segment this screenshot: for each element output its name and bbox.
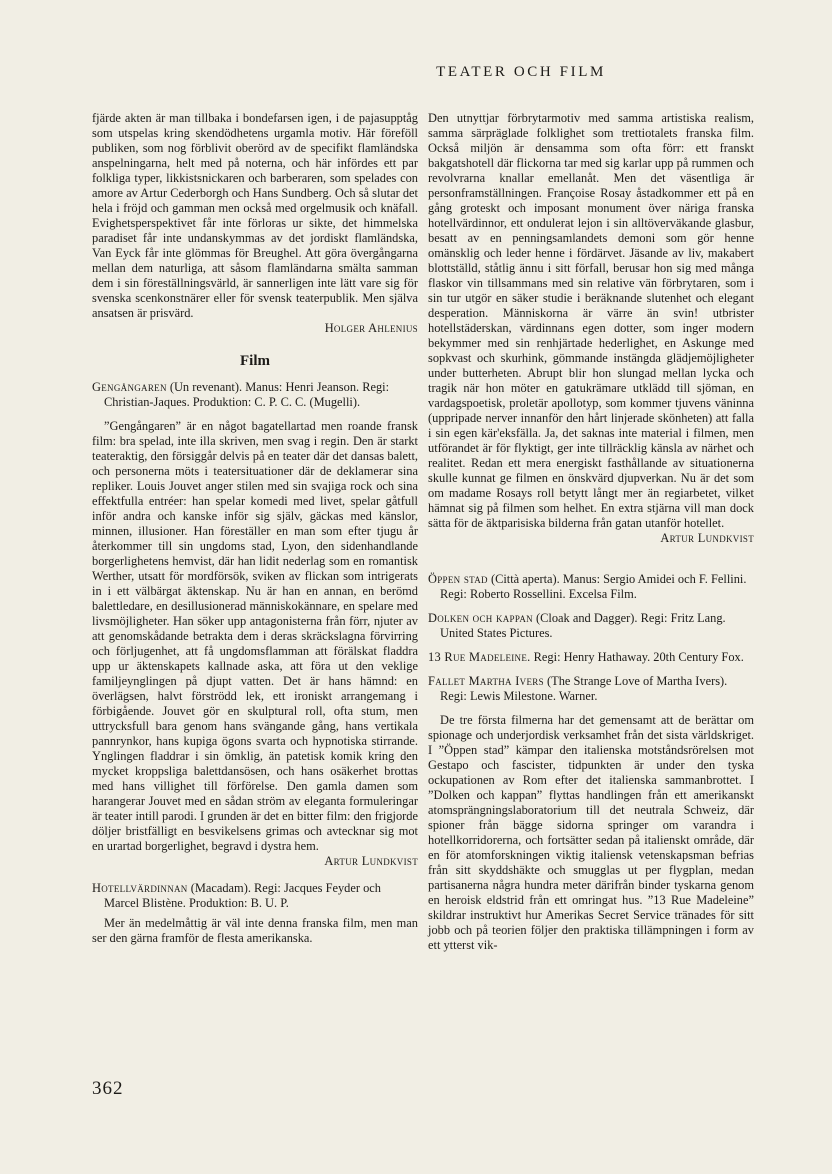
film-title: Gengångaren — [92, 380, 167, 394]
signature — [428, 531, 754, 546]
film-review-gengangaren: ”Gengångaren” är en något bagatellartad men roande fransk film: bra spelad, inte illa skriven, men svag i regin. Den är starkt teateraktig, den försiggår delvis på en teater där det dansas balett, och personerna möts i teatersituationer där de deklamerar sina repliker. Louis Jouvet anger stilen med sin svajiga rock och sina effektfulla entréer: han spelar komedi med livet, spelar gåtfull inför andra och kanske inför sig själv, gäckas med känslor, minnen, illusioner. Han föreställer en man som efter tjugu år återkommer till sin ungdoms stad, Lyon, den sidenhandlande borgerlighetens hemvist, där han lidit nederlag som en romantisk Werther, utsatt för mordförsök, sviken av flickan som intrigerats in i ett välbärgat äktenskap. Nu är han en annan, en berömd balettledare, en desillusionerad människokännare, en spelare med livsmöjligheter. Han söker upp antagonisterna från förr, njuter av att genomskådande betrakta dem i deras skräckslagna förvirring och förljugenhet, att få ungdomsflamman att förälskat fladdra upp ur äktenskapets kallnade aska, att föra ut den veklige familjeynglingen på djupt vatten. Det är hans hämnd: en överlägsen, halvt förströdd lek, ett ironiskt arrangemang i förbigående. Jouvet gör en skulptural roll, ofta stum, men uttrycksfull bara genom hans svängande gång, hans vertikala pannrynkor, hans kupiga ögons svarta och hypnotiska stirrande. Ynglingen fladdrar i sin ömklig, än patetisk komik kring den mycket kroppsliga balettdansösen, och hans osäkerhet brottas med hans villighet till förförelse. Den gamla damen som harangerar Jouvet med en sådan ström av eleganta formuleringar är teater intill parodi. I grunden är det en bitter film: den frigjorde döljer bristfälligt en besvikelsens grimas och avtecknar sig mot en urartad borgerlighet, begravd i dystra hem. — [92, 419, 418, 853]
film-title: 13 Rue Madeleine. — [428, 650, 531, 664]
film-entry-gengangaren — [92, 380, 418, 410]
signature-name: Artur Lundkvist — [660, 531, 754, 545]
film-entry-hotellvardinnan — [92, 881, 418, 911]
film-entry-13-rue-madeleine — [428, 650, 754, 665]
signature-name: Holger Ahlenius — [324, 321, 418, 335]
film-review-spionage: De tre första filmerna har det gemensamt att de berättar om spionage och underjordisk verksamhet från det sista världskriget. I ”Öppen stad” kämpar den italienska motståndsrörelsen mot Gestapo och fascister, tidpunkten är under den tyska ockupationen av Rom efter det italienska sammanbrottet. I ”Dolken och kappan” flyttas handlingen från ett amerikanskt atomsprängningslaboratorium till det neutrala Schweiz, där spioner från bägge sidorna springer om varandra i hotellkorridorerna, och fortsätter sedan på italienskt område, där en för atomforskningen viktig italiensk vetenskapsman befrias från sitt skyddshäkte och smugglas ut per flygplan, medan partisanerna några hundra meter därifrån binder tyskarna genom en heroisk eldstrid från ett omringat hus. ”13 Rue Madeleine” skildrar instruktivt hur Amerikas Secret Service tränades för sitt jobb och på teorien följer den praktiska tillämpningen i form av ett ytterst vik- — [428, 713, 754, 952]
film-title: Hotellvärdinnan — [92, 881, 188, 895]
film-entry-dolken-och-kappan — [428, 611, 754, 641]
film-entry-oppen-stad — [428, 572, 754, 602]
film-review-hotellvardinnan-start: Mer än medelmåttig är väl inte denna franska film, men man ser den gärna framför de flesta amerikanska. — [92, 916, 418, 945]
page-number: 362 — [92, 1078, 124, 1099]
theater-review-end: fjärde akten är man tillbaka i bondefarsen igen, i de pajasupptåg som utspelas kring skendödhetens urgamla motiv. Här föreföll publiken, som nog förblivit oberörd av de specifikt flamländska anspelningarna, helt med på noterna, och här infördes ett par folkliga typer, likkistsnickaren och barberaren, som spelades con amore av Artur Cederborgh och Hans Sundberg. Och så slutar det hela i fröjd och gamman men också med orgelmusik och knäfall. Evighetsperspektivet får inte förloras ur sikte, det himmelska paradiset får inte undanskymmas av det jordiskt flamländska, Van Eyck får inte glömmas för Breughel. Att göra övergångarna mellan dem naturliga, att såsom flamländarna smälta samman dem i sin föreställningsvärld, är sannerligen inte lätt vare sig för svenska scenkonstnärer eller för svensk teaterpublik. Men själva ansatsen är prisvärd. — [92, 111, 418, 320]
running-header: TEATER OCH FILM — [436, 64, 606, 80]
film-title: Fallet Martha Ivers — [428, 674, 544, 688]
signature-name: Artur Lundkvist — [324, 854, 418, 868]
signature — [92, 321, 418, 336]
film-title: Öppen stad — [428, 572, 488, 586]
film-credits: (Città aperta). Manus: Sergio Amidei och F. Fellini. Regi: Roberto Rossellini. Excelsa Film. — [440, 572, 747, 601]
film-review-hotellvardinnan-cont: Den utnyttjar förbrytarmotiv med samma artistiska realism, samma särpräglade folklighet som trettiotalets franska film. Också miljön är densamma som ofta förr: ett franskt bakgatshotell där flickorna tar med sig karlar upp på rummen och revolvrarna knallar emellanåt. Men det väsentliga är personframställningen. Françoise Rosay åstadkommer ett på en gång groteskt och imposant monument över näriga franska hotellvärdinnor, ett ondulerat lejon i sin alltöverväkande glasbur, besatt av en penningsamlandets demoni som gör henne omänsklig och leder henne i fördärvet. Jäsande av liv, makabert blottställd, ståtlig ännu i sitt förfall, berusar hon sig med många flaskor vin tillsammans med sin relative vän förbrytaren, som i sin tur utgör en säker studie i beräknande slutenhet och elegant desperation. Människorna är värre än svin! utbrister hotellstäderskan, värdinnans egen dotter, som inger modern bekymmer med sin renhjärtade hederlighet, en Askunge med sopkvast och skurhink, gömmande instängda glädjemöjligheter under butterheten. Abrupt blir hon slungad mellan lycka och tragik när hon möter en gatukrämare utklädd till sjöman, en vardagspoetisk, proletär apollotyp, som kommer tjuvens väninna (uppripade nerver innanför den hårt linjerade skönheten) att falla i sin egen kär'eksfälla. Ja, det saknas inte material i filmen, men utförandet är för flyktigt, ger inte tillräcklig känsla av närhet och realitet. Redan ett mera energiskt fasthållande av situationerna skulle kunnat ge filmen en önskvärd djupverkan. Nu är det som om madame Rosays roll betytt långt mer än regiarbetet, vilket hämnat sig på filmen som helhet. En extra stjärna vill man dock sätta för de äktparisiska bilderna från gatan utanför hotellet. — [428, 111, 754, 530]
film-title: Dolken och kappan — [428, 611, 533, 625]
left-column — [92, 111, 418, 946]
signature — [92, 854, 418, 869]
film-credits: (Un revenant). Manus: Henri Jeanson. Regi: Christian-Jaques. Produktion: C. P. C. C. (Mugelli). — [104, 380, 390, 409]
film-credits: (Macadam). Regi: Jacques Feyder och Marcel Blistène. Produktion: B. U. P. — [104, 881, 381, 910]
film-credits: (Cloak and Dagger). Regi: Fritz Lang. United States Pictures. — [440, 611, 726, 640]
film-credits: (The Strange Love of Martha Ivers). Regi: Lewis Milestone. Warner. — [440, 674, 728, 703]
film-entry-fallet-martha-ivers — [428, 674, 754, 704]
section-heading-film: Film — [240, 353, 270, 369]
film-credits: Regi: Henry Hathaway. 20th Century Fox. — [533, 650, 744, 664]
right-column — [428, 111, 754, 953]
